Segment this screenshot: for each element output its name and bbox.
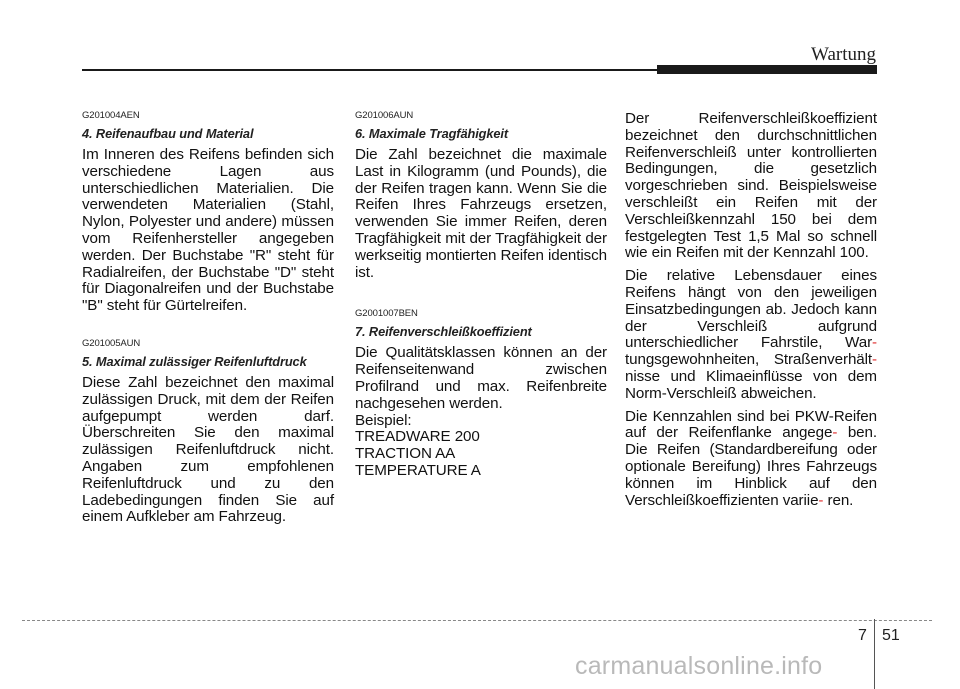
section-code: G201006AUN [355, 110, 414, 121]
section-code: G201004AEN [82, 110, 140, 121]
hyphen-mark: - [832, 424, 838, 442]
body-paragraph [625, 268, 877, 402]
hyphen-mark: - [818, 491, 824, 509]
body-paragraph: Die Qualitätsklassen können an der Reifenseitenwand zwischen Profilrand und max. Reifenbreite nachgesehen werden. [355, 344, 607, 412]
column-1 [82, 110, 334, 526]
footer-rule [22, 620, 932, 621]
hyphen-mark: - [872, 334, 877, 352]
section-heading: 7. Reifenverschleißkoeffizient [355, 324, 532, 340]
column-2 [355, 110, 607, 480]
text-run: tungsgewohnheiten, Straßenverhält [625, 351, 873, 369]
header-rule-bar [657, 65, 877, 74]
text-run: ben. Die Reifen (Standardbereifung oder optionale Bereifung) Ihres Fahrzeugs können im Hinblick auf den Verschleißkoeffizienten variie [625, 424, 877, 509]
text-run: Die relative Lebensdauer eines Reifens hängt von den jeweiligen Einsatzbedingungen ab. Jedoch kann der Verschleiß aufgrund unterschiedlicher Fahrstile, War [625, 267, 877, 352]
section-heading: 4. Reifenaufbau und Material [82, 126, 254, 141]
section-title: Wartung [811, 44, 876, 65]
body-paragraph: Der Reifenverschleißkoeffizient bezeichnet den durchschnittlichen Reifenverschleiß unter kontrollierten Bedingungen, die gesetzlich vorgeschrieben sind. Beispielsweise verschleißt ein Reifen mit der Verschleißkennzahl 150 bei dem festgelegten Test 1,5 Mal so schnell wie ein Reifen mit der Kennzahl 100. [625, 110, 877, 262]
body-paragraph [625, 409, 877, 510]
text-run: nisse und Klimaeinflüsse von dem Norm-Verschleiß abweichen. [625, 367, 877, 402]
chapter-number: 7 [858, 627, 867, 644]
text-run: Die Kennzahlen sind bei PKW-Reifen auf der Reifenflanke angege [625, 407, 877, 442]
body-paragraph: Diese Zahl bezeichnet den maximal zulässigen Druck, mit dem der Reifen aufgepumpt werden darf. Überschreiten Sie den maximal zulässigen Reifenluftdruck nicht. Angaben zum empfohlenen Reifenluftdruck und zu den Ladebedingungen finden Sie auf einem Aufkleber am Fahrzeug. [82, 373, 334, 526]
header-rule [82, 69, 682, 71]
hyphen-mark: - [872, 351, 877, 369]
watermark-link[interactable]: carmanualsonline.info [575, 652, 823, 680]
section-code: G2001007BEN [355, 308, 418, 320]
section-heading: 6. Maximale Tragfähigkeit [355, 126, 509, 141]
example-line: TREADWARE 200 [355, 428, 480, 446]
body-paragraph: Im Inneren des Reifens befinden sich verschiedene Lagen aus unterschiedlichen Materialien. Die verwendeten Materialien (Stahl, Nylon, Polyester und andere) müssen vom Reifenhersteller angegeben werden. Der Buchstabe "R" steht für Radialreifen, der Buchstabe "D" steht für Diagonalreifen und der Buchstabe "B" steht für Gürtelreifen. [82, 146, 334, 315]
page-number: 51 [882, 627, 900, 644]
column-3 [625, 111, 877, 509]
page-number-divider [874, 619, 875, 689]
example-line: TEMPERATURE A [355, 461, 481, 479]
body-paragraph: Die Zahl bezeichnet die maximale Last in Kilogramm (und Pounds), die der Reifen tragen kann. Wenn Sie die Reifen Ihres Fahrzeugs ersetzen, verwenden Sie immer Reifen, deren Tragfähigkeit mit der Tragfähigkeit der werkseitig montierten Reifen identisch ist. [355, 146, 607, 281]
text-run: ren. [827, 491, 854, 509]
section-heading: 5. Maximal zulässiger Reifenluftdruck [82, 353, 307, 369]
section-code: G201005AUN [82, 337, 141, 349]
example-label: Beispiel: [355, 411, 412, 429]
example-line: TRACTION AA [355, 445, 456, 463]
